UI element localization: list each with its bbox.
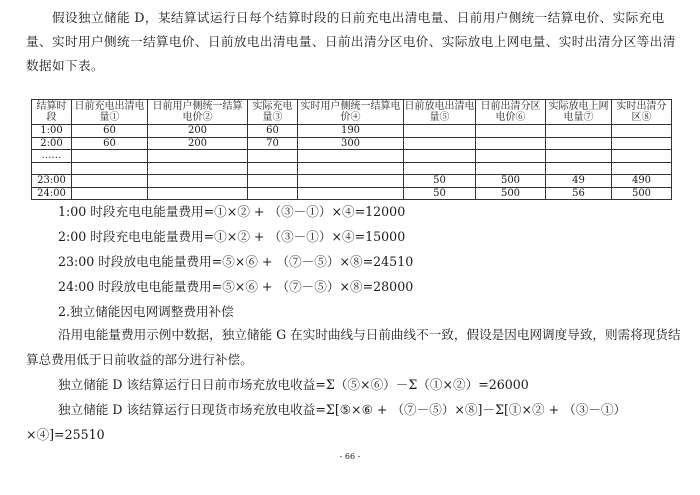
day-ahead-revenue-line: 独立储能 D 该结算运行日日前市场充放电收益=Σ（⑤×⑥）－Σ（①×②）=26000 <box>58 377 529 392</box>
table-cell: 24:00 <box>32 187 72 200</box>
table-header-row <box>32 100 672 125</box>
table-row <box>32 187 672 200</box>
table-cell: …… <box>32 150 72 163</box>
table-cell <box>148 187 248 200</box>
table-cell <box>298 162 404 175</box>
table-cell: 60 <box>72 125 148 138</box>
table-cell: 50 <box>404 187 476 200</box>
table-cell <box>546 150 612 163</box>
table-cell <box>248 175 298 188</box>
table-cell: 200 <box>148 137 248 150</box>
page-number: - 66 - <box>339 452 361 461</box>
table-cell <box>72 150 148 163</box>
table-cell <box>298 175 404 188</box>
settlement-data-table <box>31 99 672 200</box>
table-cell <box>248 187 298 200</box>
table-cell: 70 <box>248 137 298 150</box>
header-cell: 结算时段 <box>32 100 72 125</box>
table-row <box>32 150 672 163</box>
table-cell <box>476 150 546 163</box>
table-cell: 300 <box>298 137 404 150</box>
table-cell: 23:00 <box>32 175 72 188</box>
header-cell: 日前用户侧统一结算电价② <box>148 100 248 125</box>
table-cell <box>72 187 148 200</box>
table-cell <box>148 162 248 175</box>
table-cell: 190 <box>298 125 404 138</box>
header-cell: 日前出清分区电价⑥ <box>476 100 546 125</box>
table-row <box>32 125 672 138</box>
table-row <box>32 162 672 175</box>
table-cell <box>148 175 248 188</box>
formula-line: 23:00 时段放电电能量费用=⑤×⑥ + （⑦－⑤）×⑧=24510 <box>58 254 414 269</box>
table-cell <box>298 150 404 163</box>
table-cell <box>546 125 612 138</box>
formula-line: 1:00 时段充电电能量费用=①×② + （③－①）×④=12000 <box>58 204 406 219</box>
table-cell <box>298 187 404 200</box>
table-cell <box>612 125 672 138</box>
table-cell <box>32 162 72 175</box>
table-cell <box>148 150 248 163</box>
table-cell <box>248 150 298 163</box>
table-cell: 60 <box>72 137 148 150</box>
table-cell <box>72 162 148 175</box>
table-cell: 1:00 <box>32 125 72 138</box>
header-cell: 日前充电出清电量① <box>72 100 148 125</box>
table-cell: 500 <box>612 187 672 200</box>
header-cell: 实时出清分区⑧ <box>612 100 672 125</box>
table-cell <box>612 137 672 150</box>
table-cell <box>404 162 476 175</box>
table-cell: 200 <box>148 125 248 138</box>
table-cell <box>72 175 148 188</box>
table-cell <box>476 125 546 138</box>
table-cell <box>546 162 612 175</box>
compensation-paragraph: 沿用电能量费用示例中数据，独立储能 G 在实时曲线与日前曲线不一致，假设是因电网调度导致，则需将现货结算总费用低于日前收益的部分进行补偿。 <box>26 327 681 367</box>
table-cell: 490 <box>612 175 672 188</box>
spot-revenue-line: 独立储能 D 该结算运行日现货市场充放电收益=Σ[⑤×⑥ + （⑦－⑤）×⑧]－Σ[①×② + （③－①）×④]=25510 <box>26 402 627 442</box>
table-cell <box>612 150 672 163</box>
table-cell: 500 <box>476 187 546 200</box>
header-cell: 日前放电出清电量⑤ <box>404 101 475 123</box>
table-cell: 500 <box>476 175 546 188</box>
section-heading: 2.独立储能因电网调整费用补偿 <box>58 304 234 319</box>
header-cell: 实际放电上网电量⑦ <box>546 100 612 125</box>
table-row <box>32 137 672 150</box>
header-cell: 实时用户侧统一结算电价④ <box>298 100 404 125</box>
table-cell <box>476 137 546 150</box>
table-cell: 2:00 <box>32 137 72 150</box>
table-cell: 60 <box>248 125 298 138</box>
table-cell: 56 <box>546 187 612 200</box>
table-cell <box>404 150 476 163</box>
table-cell <box>612 162 672 175</box>
intro-paragraph: 假设独立储能 D，某结算试运行日每个结算时段的日前充电出清电量、日前用户侧统一结算电价、实际充电量、实时用户侧统一结算电价、日前放电出清电量、日前出清分区电价、实际放电上网电量、实时出清分区等出清数据如下表。 <box>26 10 676 73</box>
header-cell: 实际充电量③ <box>248 100 298 125</box>
table-cell <box>546 137 612 150</box>
table-cell <box>404 125 476 138</box>
table-cell: 50 <box>404 175 476 188</box>
table-cell <box>248 162 298 175</box>
table-cell <box>404 137 476 150</box>
table-row <box>32 175 672 188</box>
table-cell: 49 <box>546 175 612 188</box>
formula-line: 2:00 时段充电电能量费用=①×② + （③－①）×④=15000 <box>58 229 406 244</box>
formula-line: 24:00 时段放电电能量费用=⑤×⑥ + （⑦－⑤）×⑧=28000 <box>58 279 414 294</box>
table-cell <box>476 162 546 175</box>
